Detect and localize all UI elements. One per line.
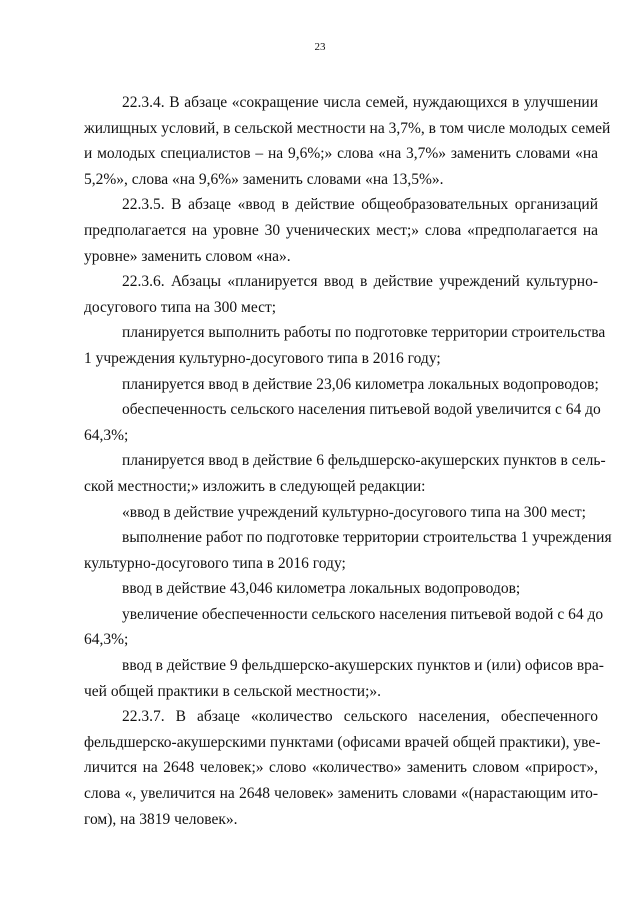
- page-number: 23: [314, 41, 326, 53]
- text-line: 64,3%;: [84, 426, 129, 444]
- text-line: предполагается на уровне 30 ученических мест;» слова «предполагается на: [84, 221, 598, 239]
- text-line: 64,3%;: [84, 631, 129, 649]
- text-line: уровне» заменить словом «на».: [84, 247, 291, 265]
- text-line: 22.3.6. Абзацы «планируется ввод в действие учреждений культурно-: [122, 273, 598, 291]
- text-line: ввод в действие 43,046 километра локальных водопроводов;: [122, 580, 521, 598]
- text-line: 22.3.4. В абзаце «сокращение числа семей, нуждающихся в улучшении: [122, 94, 598, 111]
- document-body: [84, 90, 612, 832]
- text-line: планируется выполнить работы по подготовке территории строительства: [122, 324, 606, 342]
- text-line: 5,2%», слова «на 9,6%» заменить словами «на 13,5%».: [84, 170, 444, 188]
- text-line: «ввод в действие учреждений культурно-досугового типа на 300 мест;: [122, 503, 586, 521]
- text-line: 1 учреждения культурно-досугового типа в 2016 году;: [84, 349, 441, 367]
- text-line: увеличение обеспеченности сельского населения питьевой водой с 64 до: [122, 605, 604, 623]
- text-line: культурно-досугового типа в 2016 году;: [84, 554, 346, 572]
- text-line: чей общей практики в сельской местности;».: [84, 682, 382, 700]
- text-line: ввод в действие 9 фельдшерско-акушерских пунктов и (или) офисов вра-: [122, 657, 604, 675]
- text-line: обеспеченность сельского населения питьевой водой увеличится с 64 до: [122, 401, 601, 419]
- text-line: и молодых специалистов – на 9,6%;» слова «на 3,7%» заменить словами «на: [84, 145, 598, 163]
- text-line: слова «, увеличится на 2648 человек» заменить словами «(нарастающим ито-: [84, 785, 598, 803]
- text-line: 22.3.5. В абзаце «ввод в действие общеобразовательных организаций: [122, 196, 598, 214]
- text-line: жилищных условий, в сельской местности на 3,7%, в том числе молодых семей: [84, 119, 611, 137]
- text-line: личится на 2648 человек;» слово «количество» заменить словом «прирост»,: [84, 759, 598, 777]
- text-line: досугового типа на 300 мест;: [84, 298, 277, 316]
- text-line: 22.3.7. В абзаце «количество сельского населения, обеспеченного: [122, 708, 598, 726]
- text-line: выполнение работ по подготовке территории строительства 1 учреждения: [122, 529, 612, 547]
- text-line: планируется ввод в действие 23,06 километра локальных водопроводов;: [122, 375, 599, 393]
- text-line: гом), на 3819 человек».: [84, 810, 238, 828]
- text-line: планируется ввод в действие 6 фельдшерско-акушерских пунктов в сель-: [122, 452, 606, 470]
- text-line: ской местности;» изложить в следующей редакции:: [84, 477, 426, 495]
- text-line: фельдшерско-акушерскими пунктами (офисами врачей общей практики), уве-: [84, 733, 601, 751]
